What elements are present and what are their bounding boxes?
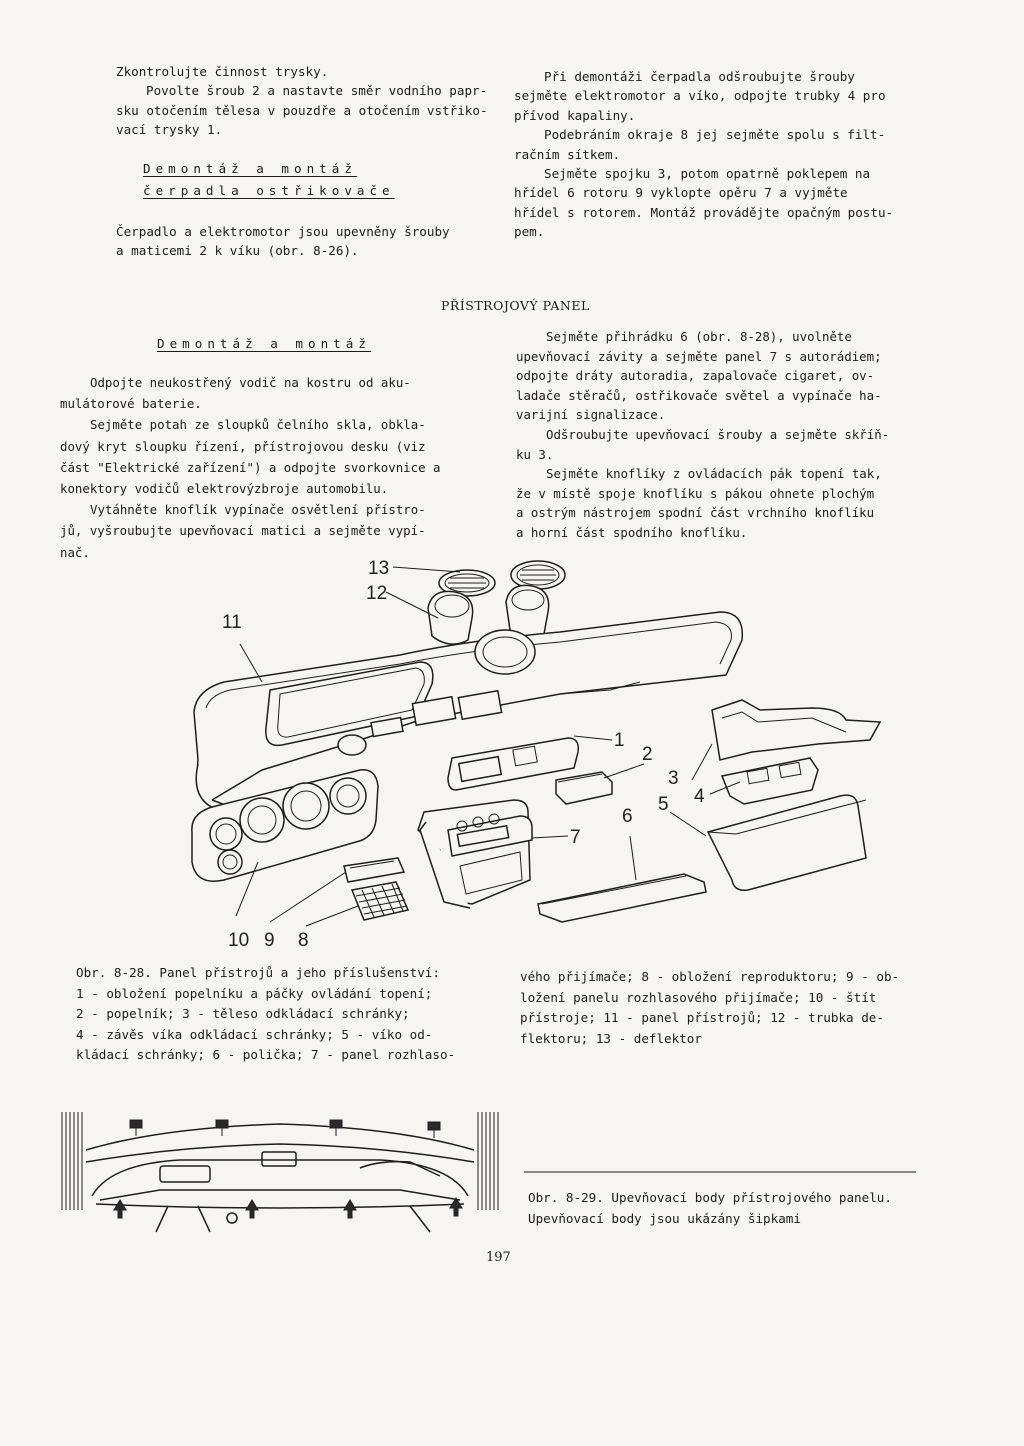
text-line: Podebráním okraje 8 jej sejměte spolu s filt- xyxy=(544,127,886,143)
text-line: Čerpadlo a elektromotor jsou upevněny šrouby xyxy=(116,224,450,239)
heading-panel: Demontáž a montáž xyxy=(157,336,371,351)
label-12: 12 xyxy=(366,583,388,604)
label-10: 10 xyxy=(228,930,250,951)
text-line: sku otočením tělesa v pouzdře a otočením vstřiko- xyxy=(116,102,488,118)
text-line: nač. xyxy=(60,544,90,560)
text-line: Sejměte potah ze sloupků čelního skla, obkla- xyxy=(90,417,426,433)
label-6: 6 xyxy=(622,806,633,827)
text-line: Při demontáži čerpadla odšroubujte šrouby xyxy=(544,69,855,84)
text-line: jů, vyšroubujte upevňovací matici a sejměte vypí- xyxy=(60,523,426,539)
label-4: 4 xyxy=(694,786,705,807)
text-line: hřídel s rotorem. Montáž provádějte opačným postu- xyxy=(514,204,894,220)
text-line: ladače stěračů, ostřikovače světel a vypínače ha- xyxy=(516,387,882,403)
text-line: Odšroubujte upevňovací šrouby a sejměte skříň- xyxy=(546,426,890,442)
label-3: 3 xyxy=(668,768,679,789)
text-line: konektory vodičů elektrovýzbroje automobilu. xyxy=(60,481,389,497)
label-13: 13 xyxy=(368,558,390,579)
caption-line: vého přijímače; 8 - obložení reproduktoru; 9 - ob- xyxy=(520,969,900,984)
figure-caption-8-28-right xyxy=(520,967,940,1049)
text-line: Vytáhněte knoflík vypínače osvětlení přístro- xyxy=(90,502,426,518)
figure-caption-8-28-left xyxy=(76,963,496,1066)
caption-line: kládací schránky; 6 - polička; 7 - panel rozhlaso- xyxy=(76,1047,456,1063)
label-11: 11 xyxy=(222,612,242,633)
text-line: Sejměte knoflíky z ovládacích pák topení tak, xyxy=(546,466,882,482)
text-line: dový kryt sloupku řízení, přístrojovou desku (viz xyxy=(60,438,426,454)
glovebox-parts xyxy=(538,700,880,922)
text-line: Sejměte přihrádku 6 (obr. 8-28), uvolněte xyxy=(546,329,852,344)
section-title: PŘÍSTROJOVÝ PANEL xyxy=(441,298,590,313)
caption-line: flektoru; 13 - deflektor xyxy=(520,1030,702,1046)
speaker-parts xyxy=(344,858,408,920)
label-2: 2 xyxy=(642,744,653,765)
heading-pump-1: Demontáž a montáž xyxy=(143,161,357,176)
text-line: Sejměte spojku 3, potom opatrně poklepem na xyxy=(544,166,871,182)
text-line: a ostrým nástrojem spodní část vrchního knoflíku xyxy=(516,505,875,521)
page-number: 197 xyxy=(486,1250,511,1265)
text-line: pem. xyxy=(514,224,545,240)
caption-line: 2 - popelník; 3 - těleso odkládací schránky; xyxy=(76,1006,410,1022)
text-line: a maticemi 2 k víku (obr. 8-26). xyxy=(116,243,359,259)
caption-line: 4 - závěs víka odkládací schránky; 5 - víko od- xyxy=(76,1026,433,1042)
radio-console xyxy=(418,800,532,908)
caption-line: přístroje; 11 - panel přístrojů; 12 - trubka de- xyxy=(520,1010,884,1026)
text-line: že v místě spoje knoflíku s pákou ohnete plochým xyxy=(516,485,875,501)
text-line: račním sítkem. xyxy=(514,146,621,162)
text-line: upevňovací závity a sejměte panel 7 s autorádiem; xyxy=(516,348,882,364)
text-line: část "Elektrické zařízení") a odpojte svorkovnice a xyxy=(60,459,441,475)
text-line: Povolte šroub 2 a nastavte směr vodního papr- xyxy=(146,83,488,99)
label-8: 8 xyxy=(298,930,309,951)
text-line: mulátorové baterie. xyxy=(60,396,202,412)
label-5: 5 xyxy=(658,794,669,815)
text-line: a horní část spodního knoflíku. xyxy=(516,524,748,540)
caption-line: Obr. 8-29. Upevňovací body přístrojového panelu. xyxy=(528,1190,892,1205)
label-9: 9 xyxy=(264,930,275,951)
heading-pump-2: čerpadla ostřikovače xyxy=(143,183,395,198)
text-line: Zkontrolujte činnost trysky. xyxy=(116,64,329,79)
caption-line: ložení panelu rozhlasového přijímače; 10 - štít xyxy=(520,989,877,1005)
figure-caption-8-29 xyxy=(528,1188,948,1229)
text-line: přívod kapaliny. xyxy=(514,107,636,123)
text-line: Odpojte neukostřený vodič na kostru od aku- xyxy=(90,375,411,390)
caption-line: Obr. 8-28. Panel přístrojů a jeho příslušenství: xyxy=(76,965,440,980)
text-line: odpojte dráty autoradia, zapalovače cigaret, ov- xyxy=(516,368,875,384)
text-line: ku 3. xyxy=(516,446,554,462)
text-line: hřídel 6 rotoru 9 vyklopte opěru 7 a vyjměte xyxy=(514,185,848,201)
ashtray-parts xyxy=(448,738,612,804)
caption-line: Upevňovací body jsou ukázány šipkami xyxy=(528,1210,801,1226)
text-line: varijní signalizace. xyxy=(516,407,666,423)
text-line: sejměte elektromotor a víko, odpojte trubky 4 pro xyxy=(514,88,886,104)
text-line: vací trysky 1. xyxy=(116,122,223,138)
label-7: 7 xyxy=(570,827,581,848)
label-1: 1 xyxy=(614,730,625,751)
caption-line: 1 - obložení popelníku a páčky ovládání topení; xyxy=(76,985,433,1001)
